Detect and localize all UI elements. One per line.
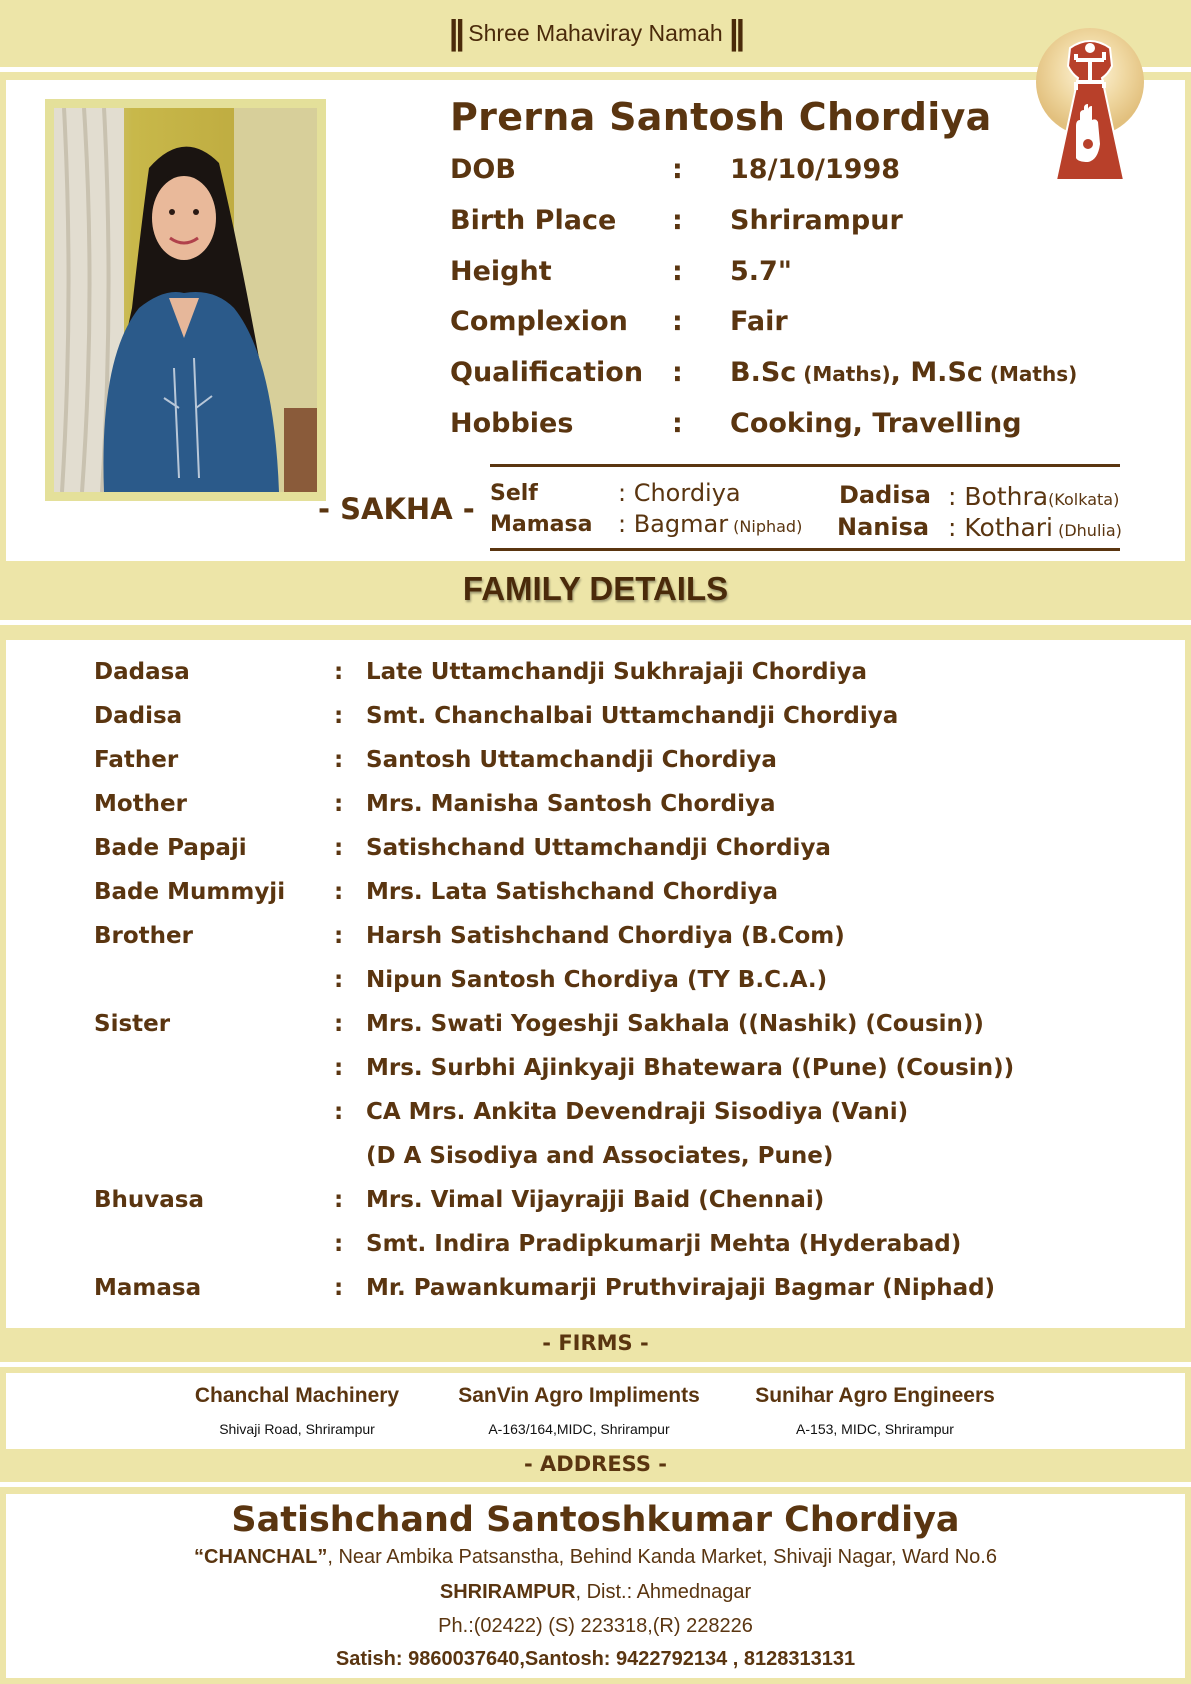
sakha-dadisa-label: Dadisa [839,481,932,509]
separator: : [334,1055,344,1081]
divider [0,1482,1191,1487]
mamasa-gotra: : Bagmar [618,510,729,538]
separator: : [672,154,683,185]
family-relation: Mamasa [94,1275,202,1301]
candidate-name: Prerna Santosh Chordiya [450,95,992,139]
family-relation: Sister [94,1011,171,1037]
family-member: Mrs. Lata Satishchand Chordiya [366,879,779,905]
address-line-1 [0,1546,1191,1569]
firm-address: A-163/164,MIDC, Shrirampur [488,1421,670,1437]
separator: : [334,1275,344,1301]
divider [0,620,1191,625]
sakha-nanisa-value [948,513,1122,542]
separator: : [334,967,344,993]
family-relation: Bade Papaji [94,835,247,861]
family-details-heading: FAMILY DETAILS [462,570,729,607]
sakha-mamasa-value [618,510,802,538]
district: , Dist.: Ahmednagar [575,1581,752,1603]
header-title [0,14,1191,53]
firm-card [147,1384,447,1437]
header-title-text: Shree Mahaviray Namah [468,20,723,46]
firms-heading: - FIRMS - [542,1331,649,1355]
family-member: Harsh Satishchand Chordiya (B.Com) [366,923,845,949]
nanisa-gotra: : Kothari [948,513,1054,542]
family-relation: Dadisa [94,703,183,729]
info-label: Hobbies [450,408,574,439]
right-mark: || [729,14,743,52]
family-relation: Father [94,747,179,773]
firm-card [429,1384,729,1437]
firm-card [725,1384,1025,1437]
address-heading: - ADDRESS - [524,1452,667,1476]
info-label: Complexion [450,306,628,337]
family-member: Satishchand Uttamchandji Chordiya [366,835,831,861]
info-value: 18/10/1998 [730,154,901,185]
degree-1-subject: (Maths) [796,362,891,386]
separator: : [672,306,683,337]
separator: : [672,408,683,439]
family-relation: Dadasa [94,659,190,685]
sakha-mamasa-label: Mamasa [490,512,593,537]
sakha-self-value: : Chordiya [618,479,741,507]
separator: : [334,1187,344,1213]
degree-1: B.Sc [730,357,797,388]
mamasa-place: (Niphad) [728,517,803,536]
family-member: Mrs. Surbhi Ajinkyaji Bhatewara ((Pune) (Cousin)) [366,1055,1015,1081]
family-member: Nipun Santosh Chordiya (TY B.C.A.) [366,967,828,993]
separator: : [334,1099,344,1125]
divider [0,67,1191,72]
nanisa-place: (Dhulia) [1053,521,1122,540]
info-label: DOB [450,154,516,185]
house-name: “CHANCHAL” [194,1546,328,1568]
family-relation: Bhuvasa [94,1187,205,1213]
separator: : [334,879,344,905]
info-value: Shrirampur [730,205,903,236]
sakha-label: - SAKHA - [318,492,475,526]
family-relation: Brother [94,923,193,949]
left-mark: || [448,14,462,52]
family-member: Mr. Pawankumarji Pruthvirajaji Bagmar (Niphad) [366,1275,996,1301]
sakha-bottom-rule [490,548,1120,551]
separator: : [672,205,683,236]
separator: : [334,703,344,729]
family-member: CA Mrs. Ankita Devendraji Sisodiya (Vani) [366,1099,909,1125]
sakha-dadisa-value [948,482,1119,511]
separator: : [334,659,344,685]
separator: : [334,791,344,817]
separator: : [334,835,344,861]
family-member: Mrs. Manisha Santosh Chordiya [366,791,776,817]
family-member: Smt. Chanchalbai Uttamchandji Chordiya [366,703,899,729]
info-label: Qualification [450,357,644,388]
info-value [730,357,1077,388]
family-relation: Bade Mummyji [94,879,286,905]
dadisa-gotra: : Bothra [948,482,1049,511]
info-label: Birth Place [450,205,617,236]
family-member: Late Uttamchandji Sukhrajaji Chordiya [366,659,867,685]
family-member: Mrs. Vimal Vijayrajji Baid (Chennai) [366,1187,825,1213]
address-line-2 [0,1581,1191,1604]
info-label: Height [450,256,552,287]
separator: : [334,1011,344,1037]
family-member: Mrs. Swati Yogeshji Sakhala ((Nashik) (Cousin)) [366,1011,984,1037]
separator: : [672,357,683,388]
address-phone-line: Ph.:(02422) (S) 223318,(R) 228226 [438,1615,753,1637]
degree-2: , M.Sc [890,357,983,388]
sakha-top-rule [490,464,1120,467]
profile-photo [54,108,317,492]
info-value: Fair [730,306,788,337]
firm-address: A-153, MIDC, Shrirampur [796,1421,954,1437]
dadisa-place: (Kolkata) [1048,490,1120,509]
degree-2-subject: (Maths) [982,362,1078,386]
firm-name: Sunihar Agro Engineers [755,1384,995,1407]
separator: : [334,1231,344,1257]
sakha-self-label: Self [490,481,538,506]
separator: : [334,923,344,949]
family-member: (D A Sisodiya and Associates, Pune) [366,1143,834,1169]
sakha-nanisa-label: Nanisa [837,513,930,541]
separator: : [672,256,683,287]
photo-frame [45,99,326,501]
street-address: , Near Ambika Patsanstha, Behind Kanda Market, Shivaji Nagar, Ward No.6 [327,1546,997,1568]
info-value: 5.7" [730,256,792,287]
address-contact-name: Satishchand Santoshkumar Chordiya [231,1500,960,1540]
firm-name: Chanchal Machinery [194,1384,400,1407]
divider [0,1362,1191,1367]
jain-emblem-icon [1032,26,1148,186]
family-relation: Mother [94,791,187,817]
city: SHRIRAMPUR [439,1581,576,1603]
family-member: Santosh Uttamchandji Chordiya [366,747,777,773]
firm-name: SanVin Agro Impliments [458,1384,700,1407]
family-member: Smt. Indira Pradipkumarji Mehta (Hyderabad) [366,1231,962,1257]
separator: : [334,747,344,773]
info-value: Cooking, Travelling [730,408,1022,439]
address-mobile-line: Satish: 9860037640,Santosh: 9422792134 , 8128313131 [335,1648,856,1670]
firm-address: Shivaji Road, Shrirampur [219,1421,375,1437]
